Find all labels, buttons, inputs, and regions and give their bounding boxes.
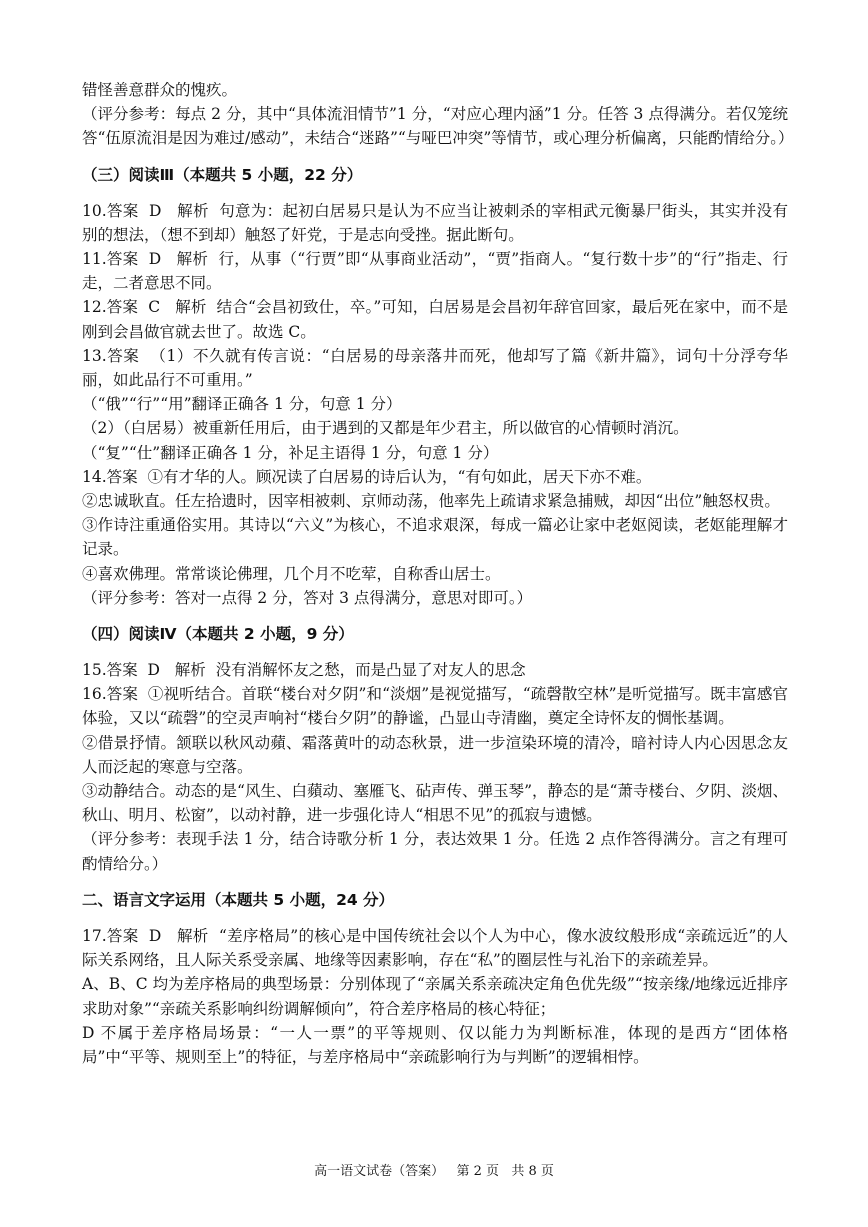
section-heading-reading-4: （四）阅读Ⅳ（本题共 2 小题，9 分） bbox=[82, 625, 354, 644]
scoring-note: （评分参考：表现手法 1 分，结合诗歌分析 1 分，表达效果 1 分。任选 2 点作答得满分。言之有理可酌情给分。） bbox=[82, 830, 788, 873]
page-footer: 高一语文试卷（答案） 第 2 页 共 8 页 bbox=[314, 1164, 554, 1179]
answer-16: 16.答案 ①视听结合。首联“楼台对夕阴”和“淡烟”是视觉描写，“疏磬散空林”是听觉描写。既丰富感官体验，又以“疏磬”的空灵声响衬“楼台夕阴”的静谧，凸显山寺清幽，奠定全诗怀友的惆怅基调。 bbox=[82, 685, 788, 728]
section-heading-reading-3: （三）阅读Ⅲ（本题共 5 小题，22 分） bbox=[82, 165, 363, 184]
answer-10: 10.答案 D 解析 句意为：起初白居易只是认为不应当让被刺杀的宰相武元衡暴尸街头，其实并没有别的想法，（想不到却）触怒了奸党，于是志向受挫。据此断句。 bbox=[82, 201, 788, 244]
answer-13: 13.答案 （1）不久就有传言说：“白居易的母亲落井而死，他却写了篇《新井篇》，词句十分浮夸华丽，如此品行不可重用。” bbox=[82, 346, 788, 390]
scoring-note: （评分参考：每点 2 分，其中“具体流泪情节”1 分，“对应心理内涵”1 分。任答 3 点得满分。若仅笼统答“伍原流泪是因为难过/感动”，未结合“迷路”“与哑巴冲突”等情节，或心理分析偏离，只能酌情给分。） bbox=[82, 105, 794, 148]
section-heading-language-use: 二、语言文字运用（本题共 5 小题，24 分） bbox=[82, 890, 395, 909]
answer-14: 14.答案 ①有才华的人。顾况读了白居易的诗后认为，“有句如此，居天下亦不难。 bbox=[82, 467, 652, 486]
answer-12: 12.答案 C 解析 结合“会昌初致仕，卒。”可知，白居易是会昌初年辞官回家，最后死在家中，而不是刚到会昌做官就去世了。故选 C。 bbox=[82, 298, 788, 341]
answer-13-2: （2）（白居易）被重新任用后，由于遇到的又都是年少君主，所以做官的心情顿时消沉。 bbox=[82, 419, 689, 438]
answer-16-point-3: ③动静结合。动态的是“风生、白蘋动、塞雁飞、砧声传、弹玉琴”，静态的是“萧寺楼台、夕阴、淡烟、秋山、明月、松窗”，以动衬静，进一步强化诗人“相思不见”的孤寂与遗憾。 bbox=[82, 782, 788, 825]
answer-14-point-3: ③作诗注重通俗实用。其诗以“六义”为核心，不追求艰深，每成一篇必让家中老妪阅读，老妪能理解才记录。 bbox=[82, 516, 788, 559]
answer-16-point-2: ②借景抒情。颔联以秋风动蘋、霜落黄叶的动态秋景，进一步渲染环境的清冷，暗衬诗人内心因思念友人而泛起的寒意与空落。 bbox=[82, 733, 788, 776]
scoring-note: （“复”“仕”翻译正确各 1 分，补足主语得 1 分，句意 1 分） bbox=[82, 443, 499, 462]
answer-14-point-4: ④喜欢佛理。常常谈论佛理，几个月不吃荤，自称香山居士。 bbox=[82, 564, 501, 583]
scoring-note: （“俄”“行”“用”翻译正确各 1 分，句意 1 分） bbox=[82, 395, 402, 414]
paragraph: 错怪善意群众的愧疚。 bbox=[82, 81, 238, 99]
answer-17-d: D 不属于差序格局场景：“一人一票”的平等规则、仅以能力为判断标准，体现的是西方“团体格局”中“平等、规则至上”的特征，与差序格局中“亲疏影响行为与判断”的逻辑相悖。 bbox=[82, 1023, 788, 1066]
answer-15: 15.答案 D 解析 没有消解怀友之愁，而是凸显了对友人的思念 bbox=[82, 661, 526, 680]
answer-14-point-2: ②忠诚耿直。任左拾遗时，因宰相被刺、京师动荡，他率先上疏请求紧急捕贼，却因“出位”触怒权贵。 bbox=[82, 492, 780, 511]
answer-content bbox=[82, 78, 794, 1069]
scoring-note: （评分参考：答对一点得 2 分，答对 3 点得满分，意思对即可。） bbox=[82, 588, 533, 607]
answer-11: 11.答案 D 解析 行，从事（“行贾”即“从事商业活动”，“贾”指商人。“复行数十步”的“行”指走、行走，二者意思不同。 bbox=[82, 250, 788, 293]
answer-17: 17.答案 D 解析 “差序格局”的核心是中国传统社会以个人为中心，像水波纹般形成“亲疏远近”的人际关系网络，且人际关系受亲属、地缘等因素影响，存在“私”的圈层性与礼治下的亲疏差异。 bbox=[82, 926, 788, 970]
answer-17-abc: A、B、C 均为差序格局的典型场景：分别体现了“亲属关系亲疏决定角色优先级”“按亲缘/地缘远近排序求助对象”“亲疏关系影响纠纷调解倾向”，符合差序格局的核心特征； bbox=[82, 975, 788, 1018]
